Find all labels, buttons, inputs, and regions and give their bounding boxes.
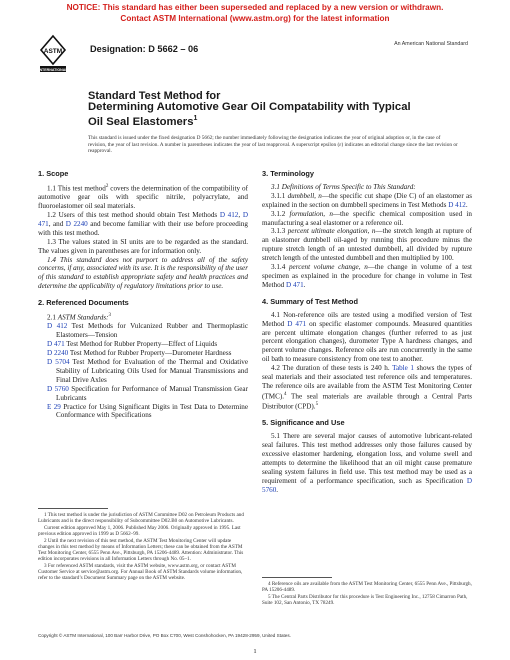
right-column [262,170,472,495]
paragraph-5-1: 5.1 There are several major causes of automotive lubricant-related seal failures. This test method addresses only those failures caused by excessive elastomer hardening, elongation loss, and volume swell and attempts to determine the likelihood that an oil might cause premature sealing system failures in field use. This test method may be used as a requirement of a performance specification, such as Specification D 5760. [262,432,472,494]
paragraph-3-1-3: 3.1.3 percent ultimate elongation, n—the stretch length at rupture of an elastomer dumbbell oil-aged by running this procedure minus the rupture stretch length of an untested dumbbell, all divided by rupture stretch length of the untested dumbbell and then multiplied by 100. [262,227,472,263]
standard-type: An American National Standard [394,41,468,47]
footnotes-left [38,508,248,582]
section-heading-summary: 4. Summary of Test Method [262,296,358,306]
paragraph-3-1-1: 3.1.1 dumbbell, n—the specific cut shape (Die C) of an elastomer as explained in the section on dumbbell specimens in Test Methods D 412. [262,191,472,209]
footnotes-right [262,577,472,607]
svg-text:INTERNATIONAL: INTERNATIONAL [38,67,68,72]
footnote-4: 4 Reference oils are available from the ASTM Test Monitoring Center, 6555 Penn Ave., Pittsburgh, PA 15206-4489. [262,581,472,594]
document-title: Determining Automotive Gear Oil Compatability with Typical Oil Seal Elastomers$^1$ [88,101,411,129]
reference-link[interactable]: E 29 [47,402,61,411]
designation: Designation: D 5662 – 06 [90,44,199,54]
astm-standards-heading: 2.1 ASTM Standards:$^3$ [47,313,111,322]
paragraph-4-2: 4.2 The duration of these tests is 240 h. Table 1 shows the types of seal materials and their associated test reference oils and temperatures. The reference oils are available from the ASTM Test Monitoring Center (TMC).$^4$ The seal materials are available through a Central Parts Distributor (CPD).$^5$ [262,364,472,411]
reference-item: D 5704 Test Method for Evaluation of the Thermal and Oxidative Stability of Lubricating Oils Used for Manual Transmissions and Final Drive Axles [47,357,248,384]
svg-text:ASTM: ASTM [43,48,63,55]
footnote-3: 3 For referenced ASTM standards, visit the ASTM website, www.astm.org, or contact ASTM Customer Service at service@astm.org. For Annual Book of ASTM Standards volume information, refer to the standard’s Document Summary page on the ASTM website. [38,562,243,582]
paragraph-1-3: 1.3 The values stated in SI units are to be regarded as the standard. The values given in parentheses are for information only. [38,237,248,255]
link-table-1[interactable]: Table 1 [392,364,414,373]
reference-item: D 412 Test Methods for Vulcanized Rubber and Thermoplastic Elastomers—Tension [47,322,248,340]
paragraph-3-1-2: 3.1.2 formulation, n—the specific chemical composition used in manufacturing a seal elastomer or a reference oil. [262,209,472,227]
reference-link[interactable]: D 5760 [47,384,69,393]
reference-link[interactable]: D 412 [47,322,68,331]
link-d5760[interactable]: D 5760 [262,476,472,494]
astm-logo-icon [38,34,68,76]
section-heading-scope: 1. Scope [38,169,69,178]
reference-link[interactable]: D 471 [47,340,65,349]
link-d412[interactable]: D 412 [219,211,239,219]
section-heading-significance: 5. Significance and Use [262,418,345,428]
paragraph-1-1: 1.1 This test method$^2$ covers the determination of the compatibility of automotive gear oils with specific nitrile, polyacrylate, and fluoroelastomer oil seal materials. [38,183,248,211]
reference-item: E 29 Practice for Using Significant Digits in Test Data to Determine Conformance with Specifications [47,402,248,420]
issuance-note: This standard is issued under the fixed designation D 5662; the number immediately following the designation indicates the year of original adoption or, in the case of revision, the year of last revision. A number in parentheses indicates the year of last reapproval. A superscript epsilon (ε) indicates an editorial change since the last revision or reapproval. [88,135,458,155]
footnote-2: 2 Until the next revision of this test method, the ASTM Test Monitoring Center will update changes in this test method by means of Information Letters; these can be obtained from the ASTM Test Monitoring Center, 6555 Penn Ave., Pittsburgh, PA 15206-4489. Attention: Administrator. This edition incorporates revisions in all Information Letters through No. 05–1. [38,537,244,563]
page-number: 1 [253,648,257,655]
copyright-line: Copyright © ASTM International, 100 Barr Harbor Drive, PO Box C700, West Conshohocken, PA 19428-2959, United States. [38,633,291,638]
paragraph-3-1-4: 3.1.4 percent volume change, n—the change in volume of a test specimen as explained in the procedure for change in volume in Test Method D 471. [262,263,472,289]
left-column [38,170,248,420]
link-d471[interactable]: D 471 [287,319,307,328]
reference-item: D 2240 Test Method for Rubber Property—Durometer Hardness [47,349,232,358]
footnote-rule [262,577,332,578]
section-heading-referenced-documents: 2. Referenced Documents [38,298,129,308]
section-heading-terminology: 3. Terminology [262,169,315,178]
footnote-1: 1 This test method is under the jurisdiction of ASTM Committee D02 on Petroleum Products and Lubricants and is the direct responsibility of Subcommittee D02.B0 on Automotive Lubricants. [38,512,244,525]
paragraph-3-1: 3.1 Definitions of Terms Specific to This Standard: [271,182,416,191]
link-d471[interactable]: D 471 [286,280,304,289]
link-d471[interactable]: D 471 [38,211,248,228]
footnote-rule [38,508,108,509]
notice-line-1: NOTICE: This standard has either been superseded and replaced by a new version or withdrawn. [66,3,444,12]
notice-line-2: Contact ASTM International (www.astm.org) for the latest information [120,13,390,23]
footnote-5: 5 The Central Parts Distributor for this procedure is Test Engineering Inc., 12758 Cimarron Path, Suite 102, San Antonio, TX 78249. [262,593,468,607]
link-d2240[interactable]: D 2240 [65,219,88,228]
document-kind: Standard Test Method for [88,90,221,102]
paragraph-1-2: 1.2 Users of this test method should obtain Test Methods D 412, D 471, and D 2240 and become familiar with their use before proceeding with this test method. [38,211,248,237]
reference-item: D 471 Test Method for Rubber Property—Effect of Liquids [47,340,218,349]
reference-link[interactable]: D 5704 [47,357,70,366]
link-d412[interactable]: D 412 [448,200,466,209]
paragraph-4-1: 4.1 Non-reference oils are tested using a modified version of Test Method D 471 on specific elastomer compounds. Measured quantities are percent ultimate elongation changes (further referred to as just percent elongation changes), durometer Type A hardness changes, and percent volume changes. Reference oils are run concurrently in the same oil bath to measure consistency from one test to another. [262,310,472,364]
reference-item: D 5760 Specification for Performance of Manual Transmission Gear Lubricants [47,384,248,402]
reference-link[interactable]: D 2240 [47,349,69,358]
footnote-1-edition: Current edition approved May 1, 2006. Published May 2006. Originally approved in 1995. Last previous edition approved in 1999 as D 5662–99. [38,524,241,538]
paragraph-1-4: 1.4 This standard does not purport to address all of the safety concerns, if any, associated with its use. It is the responsibility of the user of this standard to establish appropriate safety and health practices and determine the applicability of regulatory limitations prior to use. [38,255,248,291]
withdrawal-notice [0,3,510,24]
